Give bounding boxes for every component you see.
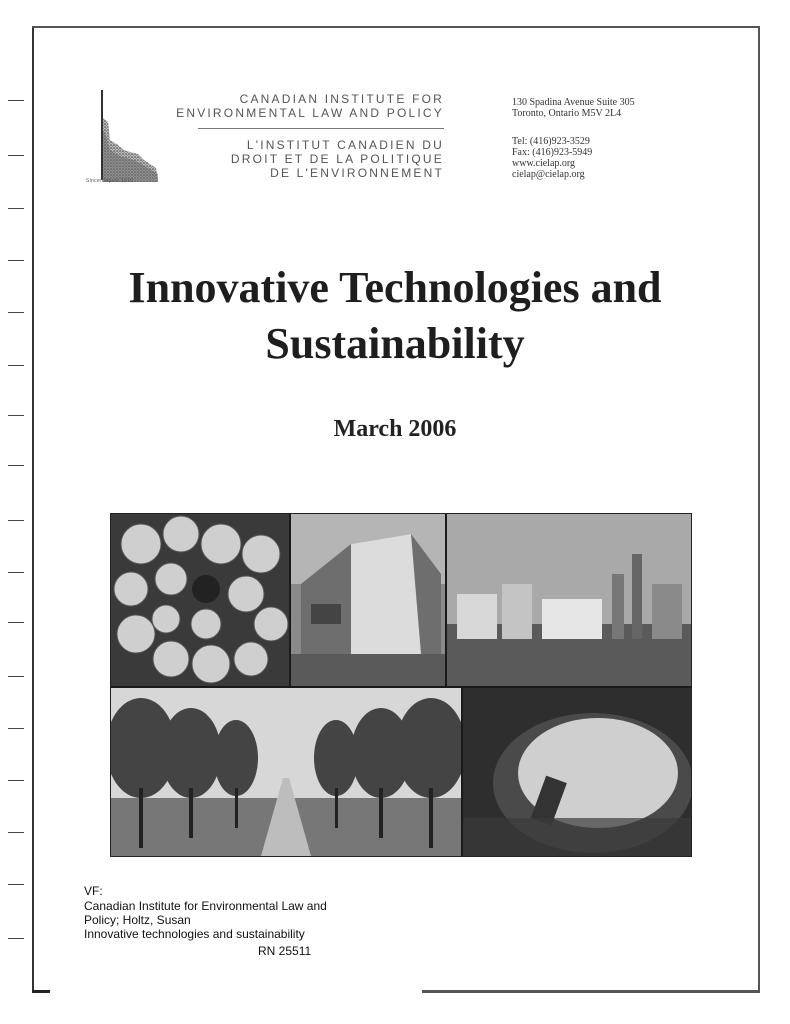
maple-landscape-logo-icon — [98, 90, 158, 182]
photo-industrial-plant — [447, 514, 691, 686]
page-frame-right — [758, 26, 760, 992]
contact-address-line2: Toronto, Ontario M5V 2L4 — [512, 108, 622, 119]
contact-telephone: Tel: (416)923-3529 — [512, 136, 590, 147]
document-title-line1: Innovative Technologies and — [128, 263, 662, 312]
photo-tree-plantation — [111, 688, 461, 856]
institute-name-en-line1: CANADIAN INSTITUTE FOR — [239, 92, 444, 106]
binder-hole-marks — [0, 0, 30, 1024]
logo-caption: Since/Depuis 1970 — [86, 178, 134, 184]
institute-name-fr-line2: DROIT ET DE LA POLITIQUE — [230, 152, 444, 166]
photo-straw-bale-house — [291, 514, 445, 686]
cover-photo-collage — [110, 513, 692, 857]
catalog-title-line: Innovative technologies and sustainability — [84, 927, 305, 941]
document-date: March 2006 — [333, 416, 457, 442]
page-frame-bottom-left — [32, 990, 50, 993]
contact-fax: Fax: (416)923-5949 — [512, 147, 593, 158]
page-frame-bottom-right — [422, 990, 760, 993]
catalog-record-number: RN 25511 — [258, 944, 312, 958]
catalog-label: VF: — [84, 884, 103, 898]
institute-name-fr-line1: L'INSTITUT CANADIEN DU — [246, 138, 444, 152]
catalog-author-line2: Policy; Holtz, Susan — [84, 913, 191, 927]
institute-name-fr-line3: DE L'ENVIRONNEMENT — [270, 166, 444, 180]
page-frame-left — [32, 26, 34, 992]
photo-compost-bin — [463, 688, 691, 856]
contact-address-line1: 130 Spadina Avenue Suite 305 — [512, 97, 635, 108]
catalog-author-line1: Canadian Institute for Environmental Law and — [84, 899, 327, 913]
contact-website: www.cielap.org — [512, 158, 576, 169]
document-title-line2: Sustainability — [265, 319, 525, 368]
institute-name-en-line2: ENVIRONMENTAL LAW AND POLICY — [176, 106, 444, 120]
contact-email: cielap@cielap.org — [512, 169, 585, 180]
photo-microscopic-cells — [111, 514, 289, 686]
institute-divider — [198, 128, 444, 129]
page-frame-top — [32, 26, 760, 28]
